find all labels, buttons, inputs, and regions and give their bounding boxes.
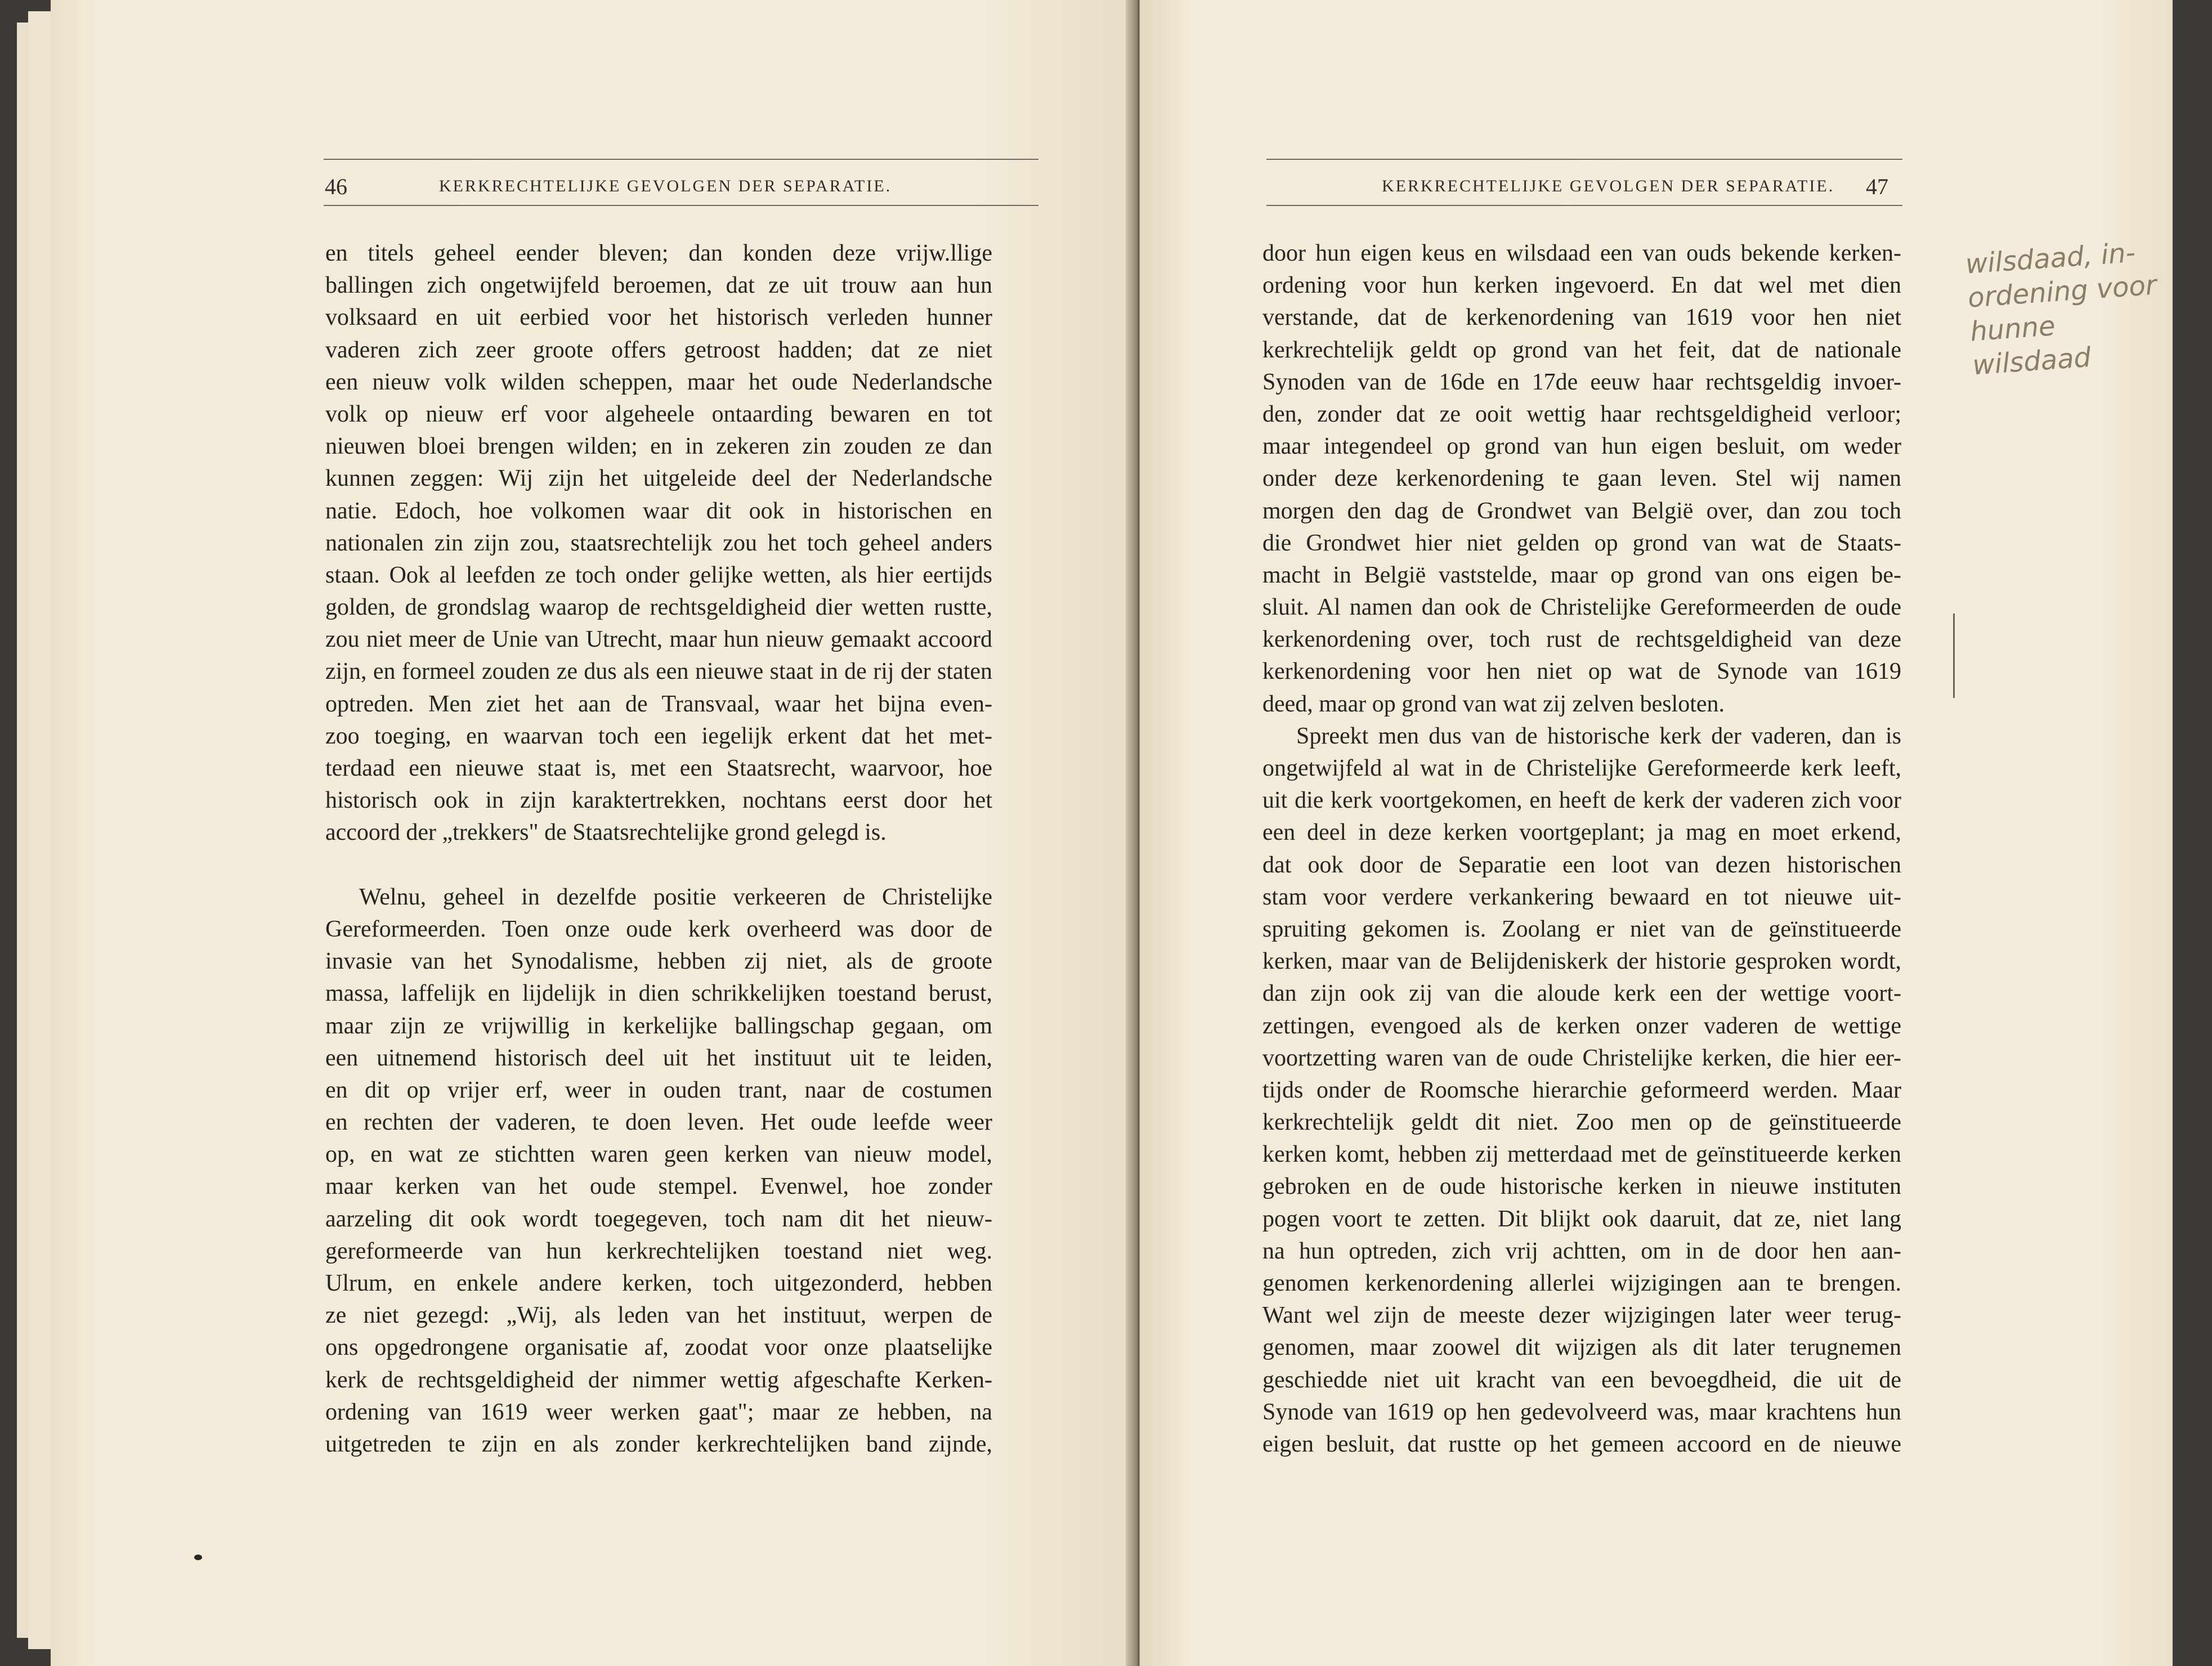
right-page-number: 47 xyxy=(1866,174,1888,199)
text-line: ongetwijfeld al wat in de Christelijke Gereformeerde kerk leeft, xyxy=(1262,755,1901,781)
text-line: macht in België vaststelde, maar op grond van ons eigen be- xyxy=(1262,562,1901,588)
text-line: verstande, dat de kerkenordening van 1619 voor hen niet xyxy=(1262,304,1901,331)
right-top-rule xyxy=(1266,159,1902,160)
right-running-head: KERKRECHTELIJKE GEVOLGEN DER SEPARATIE. xyxy=(1382,177,1835,195)
text-line: ballingen zich ongetwijfeld beroemen, dat ze uit trouw aan hun xyxy=(325,272,992,299)
left-head-rule xyxy=(324,205,1038,206)
text-line: Want wel zijn de meeste dezer wijzigingen later weer terug- xyxy=(1262,1302,1901,1329)
text-line: op, en wat ze stichtten waren geen kerken van nieuw model, xyxy=(325,1141,992,1168)
text-line: spruiting gekomen is. Zoolang er niet van de geïnstitueerde xyxy=(1262,916,1901,942)
text-line: kerkrechtelijk geldt dit niet. Zoo men op de geïnstitueerde xyxy=(1262,1109,1901,1136)
text-line: die Grondwet hier niet gelden op grond van wat de Staats- xyxy=(1262,530,1901,556)
text-line: Ulrum, en enkele andere kerken, toch uitgezonderd, hebben xyxy=(325,1270,992,1296)
text-line: Synode van 1619 op hen gedevolveerd was, maar krachtens hun xyxy=(1262,1399,1901,1425)
text-line: nationalen zin zijn zou, staatsrechtelijk zou het toch geheel anders xyxy=(325,530,992,556)
text-line: een nieuw volk wilden scheppen, maar het oude Nederlandsche xyxy=(325,369,992,395)
text-line: geschiedde niet uit kracht van een bevoegdheid, die uit de xyxy=(1262,1367,1901,1393)
text-line: door hun eigen keus en wilsdaad een van ouds bekende kerken- xyxy=(1262,240,1901,266)
text-line: invasie van het Synodalisme, hebben zij niet, als de groote xyxy=(325,948,992,975)
ink-spot xyxy=(194,1555,202,1560)
text-line: kerkrechtelijk geldt op grond van het feit, dat de nationale xyxy=(1262,337,1901,363)
text-line: uitgetreden te zijn en als zonder kerkrechtelijken band zijnde, xyxy=(325,1431,992,1457)
text-line: Welnu, geheel in dezelfde positie verkeeren de Christelijke xyxy=(359,884,992,910)
text-line: historisch ook in zijn karaktertrekken, nochtans eerst door het xyxy=(325,787,992,814)
text-line: pogen voort te zetten. Dit blijkt ook daaruit, dat ze, niet lang xyxy=(1262,1206,1901,1232)
margin-note-line: hunne xyxy=(1969,310,2057,348)
text-line: en dit op vrijer erf, weer in ouden trant, naar de costumen xyxy=(325,1077,992,1103)
text-line: morgen den dag de Grondwet van België over, dan zou toch xyxy=(1262,498,1901,524)
margin-pencil-mark xyxy=(1953,613,1955,698)
text-line: en rechten der vaderen, te doen leven. Het oude leefde weer xyxy=(325,1109,992,1136)
text-line: gereformeerde van hun kerkrechtelijken toestand niet weg. xyxy=(325,1238,992,1264)
text-line: ze niet gezegd: „Wij, als leden van het instituut, werpen de xyxy=(325,1302,992,1329)
margin-note-line: ordening voor xyxy=(1967,269,2158,314)
text-line: na hun optreden, zich vrij achtten, om in de door hen aan- xyxy=(1262,1238,1901,1264)
text-line: tijds onder de Roomsche hierarchie geformeerd werden. Maar xyxy=(1262,1077,1901,1103)
text-line: maar integendeel op grond van hun eigen besluit, om weder xyxy=(1262,433,1901,460)
text-line: genomen kerkenordening allerlei wijzigingen aan te brengen. xyxy=(1262,1270,1901,1296)
text-line: genomen, maar zoowel dit wijzigen als dit later terugnemen xyxy=(1262,1334,1901,1361)
text-line: een deel in deze kerken voortgeplant; ja mag en moet erkend, xyxy=(1262,819,1901,846)
text-line: sluit. Al namen dan ook de Christelijke Gereformeerden de oude xyxy=(1262,594,1901,621)
text-line: Synoden van de 16de en 17de eeuw haar rechtsgeldig invoer- xyxy=(1262,369,1901,395)
text-line: accoord der „trekkers" de Staatsrechtelijke grond gelegd is. xyxy=(325,819,886,846)
text-line: vaderen zich zeer groote offers getroost hadden; dat ze niet xyxy=(325,337,992,363)
text-line: kerk de rechtsgeldigheid der nimmer wettig afgeschafte Kerken- xyxy=(325,1367,992,1393)
text-line: zoo toeging, en waarvan toch een iegelijk erkent dat het met- xyxy=(325,723,992,749)
text-line: gebroken en de oude historische kerken in nieuwe instituten xyxy=(1262,1174,1901,1200)
text-line: Spreekt men dus van de historische kerk der vaderen, dan is xyxy=(1296,723,1901,749)
text-line: ons opgedrongene organisatie af, zoodat voor onze plaatselijke xyxy=(325,1334,992,1361)
text-line: staan. Ook al leefden ze toch onder gelijke wetten, als hier eertijds xyxy=(325,562,992,588)
text-line: dat ook door de Separatie een loot van dezen historischen xyxy=(1262,852,1901,878)
text-line: Gereformeerden. Toen onze oude kerk overheerd was door de xyxy=(325,916,992,942)
text-line: kerkenordening over, toch rust de rechtsgeldigheid van deze xyxy=(1262,626,1901,653)
text-line xyxy=(325,849,992,881)
right-page xyxy=(1140,0,2175,1666)
text-line: volk op nieuw erf voor algeheele ontaarding bewaren en tot xyxy=(325,401,992,427)
left-running-head: KERKRECHTELIJKE GEVOLGEN DER SEPARATIE. xyxy=(439,177,892,195)
text-line: ordening van 1619 weer werken gaat"; maar ze hebben, na xyxy=(325,1399,992,1425)
text-line: ordening voor hun kerken ingevoerd. En dat wel met dien xyxy=(1262,272,1901,299)
text-line: maar kerken van het oude stempel. Evenwel, hoe zonder xyxy=(325,1174,992,1200)
text-line: een uitnemend historisch deel uit het instituut uit te leiden, xyxy=(325,1045,992,1071)
right-head-rule xyxy=(1266,205,1902,206)
text-line: voortzetting waren van de oude Christelijke kerken, die hier eer- xyxy=(1262,1045,1901,1071)
text-line: aarzeling dit ook wordt toegegeven, toch nam dit het nieuw- xyxy=(325,1206,992,1232)
text-line: onder deze kerkenordening te gaan leven. Stel wij namen xyxy=(1262,465,1901,492)
text-line: optreden. Men ziet het aan de Transvaal, waar het bijna even- xyxy=(325,691,992,717)
text-line: nieuwen bloei brengen wilden; en in zekeren zin zouden ze dan xyxy=(325,433,992,460)
left-body-text xyxy=(325,238,992,1461)
text-line: dan zijn ook zij van die aloude kerk een der wettige voort- xyxy=(1262,980,1901,1007)
text-line: zettingen, evengoed als de kerken onzer vaderen de wettige xyxy=(1262,1013,1901,1039)
text-line: eigen besluit, dat rustte op het gemeen accoord en de nieuwe xyxy=(1262,1431,1901,1457)
text-line: deed, maar op grond van wat zij zelven besloten. xyxy=(1262,691,1725,717)
text-line: kerkenordening voor hen niet op wat de Synode van 1619 xyxy=(1262,659,1901,685)
text-line: massa, laffelijk en lijdelijk in dien schrikkelijken toestand berust, xyxy=(325,980,992,1007)
background-strip xyxy=(2173,0,2212,1666)
text-line: en titels geheel eender bleven; dan konden deze vrijw.llige xyxy=(325,240,992,266)
handwritten-margin-note xyxy=(1964,235,2162,383)
text-line: kerken, maar van de Belijdeniskerk der historie gesproken wordt, xyxy=(1262,948,1901,975)
text-line: kerken komt, hebben zij metterdaad met de geïnstitueerde kerken xyxy=(1262,1141,1901,1168)
text-line: zijn, en formeel zouden ze dus als een nieuwe staat in de rij der staten xyxy=(325,659,992,685)
text-line: natie. Edoch, hoe volkomen waar dit ook in historischen en xyxy=(325,498,992,524)
text-line: zou niet meer de Unie van Utrecht, maar hun nieuw gemaakt accoord xyxy=(325,626,992,653)
margin-note-line: wilsdaad, in- xyxy=(1964,236,2137,280)
left-page xyxy=(51,0,1137,1666)
text-line: den, zonder dat ze ooit wettig haar rechtsgeldigheid verloor; xyxy=(1262,401,1901,427)
text-line: golden, de grondslag waarop de rechtsgeldigheid dier wetten rustte, xyxy=(325,594,992,621)
left-page-number: 46 xyxy=(325,174,347,199)
margin-note-line: wilsdaad xyxy=(1971,341,2092,382)
text-line: kunnen zeggen: Wij zijn het uitgeleide deel der Nederlandsche xyxy=(325,465,992,492)
text-line: maar zijn ze vrijwillig in kerkelijke ballingschap gegaan, om xyxy=(325,1013,992,1039)
left-top-rule xyxy=(324,159,1038,160)
text-line: volksaard en uit eerbied voor het historisch verleden hunner xyxy=(325,304,992,331)
text-line: stam voor verdere verkankering bewaard en tot nieuwe uit- xyxy=(1262,884,1901,910)
right-body-text xyxy=(1262,238,1901,1461)
text-line: terdaad een nieuwe staat is, met een Staatsrecht, waarvoor, hoe xyxy=(325,755,992,781)
text-line: uit die kerk voortgekomen, en heeft de kerk der vaderen zich voor xyxy=(1262,787,1901,814)
